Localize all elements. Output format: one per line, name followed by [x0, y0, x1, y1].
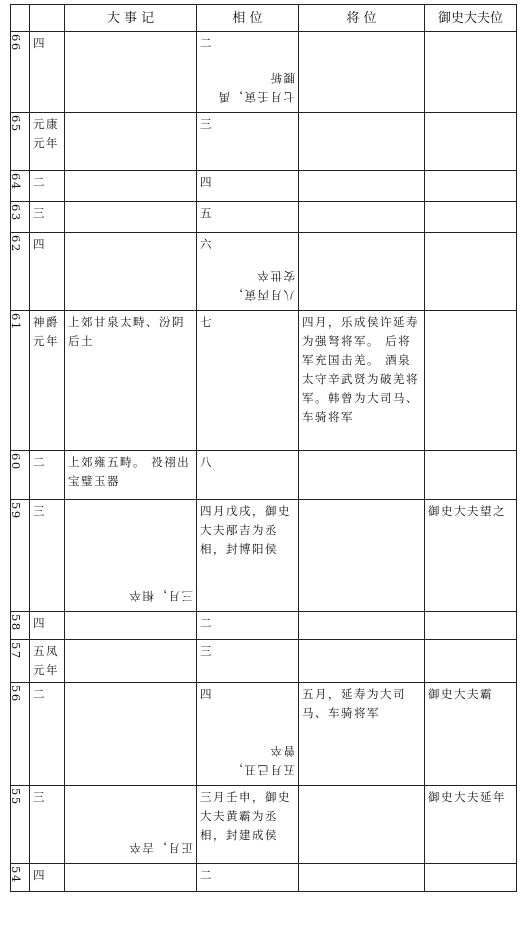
chancellor-cell-text: 六: [200, 237, 213, 251]
header-censor: 御史大夫位: [425, 5, 517, 32]
era-cell: [30, 202, 65, 233]
header-general: 将 位: [299, 5, 425, 32]
censor-cell: [425, 864, 517, 892]
era-cell: [30, 683, 65, 786]
chancellor-cell-text: 七: [200, 315, 213, 329]
bce-year: 57: [9, 642, 23, 660]
chancellor-cell-inverted-note: 七月壬寅，禹 腰斩: [217, 71, 295, 104]
chancellor-cell: [197, 32, 299, 113]
bce-year: 59: [9, 502, 23, 520]
events-cell: [65, 171, 197, 202]
bce-year-cell: [11, 640, 30, 683]
table-row: [11, 113, 517, 171]
events-cell: [65, 683, 197, 786]
era-cell-text: 四: [33, 616, 46, 630]
general-cell: [299, 233, 425, 311]
header-events: 大 事 记: [65, 5, 197, 32]
chancellor-cell: [197, 171, 299, 202]
events-cell-inverted-note: 正月，吉卒: [128, 841, 193, 855]
bce-year-cell: [11, 113, 30, 171]
censor-cell: [425, 202, 517, 233]
events-cell: [65, 786, 197, 864]
table-row: [11, 864, 517, 892]
chancellor-cell: [197, 864, 299, 892]
general-cell: [299, 786, 425, 864]
header-chancellor: 相 位: [197, 5, 299, 32]
bce-year: 62: [9, 235, 23, 253]
censor-cell: [425, 500, 517, 612]
general-cell: [299, 311, 425, 451]
header-bce: [11, 5, 30, 32]
general-cell: [299, 451, 425, 500]
censor-cell-text: 御史大夫霸: [428, 687, 493, 701]
bce-year-cell: [11, 171, 30, 202]
chancellor-cell: [197, 113, 299, 171]
bce-year: 63: [9, 204, 23, 222]
era-cell-text: 四: [33, 868, 46, 882]
general-cell: [299, 113, 425, 171]
bce-year: 56: [9, 685, 23, 703]
chancellor-cell-text: 八: [200, 455, 213, 469]
table-row: [11, 683, 517, 786]
events-cell-text: 上郊雍五畤。 祋祤出宝璧玉器: [68, 455, 191, 488]
era-cell: [30, 864, 65, 892]
era-cell-text: 四: [33, 237, 46, 251]
chancellor-cell-text: 四: [200, 687, 213, 701]
bce-year: 66: [9, 34, 23, 52]
chancellor-cell-text: 三月壬申，御史大夫黄霸为丞相，封建成侯: [200, 790, 291, 842]
era-cell: [30, 311, 65, 451]
general-cell: [299, 500, 425, 612]
events-cell: [65, 612, 197, 640]
general-cell: [299, 202, 425, 233]
bce-year-cell: [11, 311, 30, 451]
table-row: [11, 451, 517, 500]
era-cell-text: 元康 元年: [33, 117, 59, 150]
era-cell: [30, 171, 65, 202]
bce-year-cell: [11, 864, 30, 892]
chronology-table: [10, 4, 517, 892]
general-cell: [299, 640, 425, 683]
table-row: [11, 786, 517, 864]
events-cell: [65, 311, 197, 451]
era-cell: [30, 32, 65, 113]
chancellor-cell-inverted-note: 八月丙寅， 安世卒: [230, 269, 295, 302]
bce-year-cell: [11, 786, 30, 864]
chancellor-cell-text: 二: [200, 36, 213, 50]
general-cell: [299, 864, 425, 892]
general-cell: [299, 32, 425, 113]
chancellor-cell: [197, 311, 299, 451]
era-cell-text: 三: [33, 504, 46, 518]
chancellor-cell-text: 三: [200, 644, 213, 658]
table-row: [11, 612, 517, 640]
chancellor-cell-text: 四: [200, 175, 213, 189]
events-cell: [65, 451, 197, 500]
table-row: [11, 640, 517, 683]
chancellor-cell: [197, 202, 299, 233]
chancellor-cell: [197, 233, 299, 311]
chancellor-cell-text: 三: [200, 117, 213, 131]
chancellor-cell-inverted-note: 五月己丑， 曾卒: [230, 744, 295, 777]
era-cell: [30, 612, 65, 640]
era-cell-text: 五凤 元年: [33, 644, 59, 677]
era-cell-text: 二: [33, 687, 46, 701]
events-cell: [65, 233, 197, 311]
general-cell: [299, 171, 425, 202]
table-row: [11, 171, 517, 202]
era-cell: [30, 500, 65, 612]
censor-cell: [425, 32, 517, 113]
events-cell-inverted-note: 三月，相卒: [128, 589, 193, 603]
bce-year-cell: [11, 32, 30, 113]
censor-cell-text: 御史大夫望之: [428, 504, 506, 518]
censor-cell-text: 御史大夫延年: [428, 790, 506, 804]
events-cell: [65, 113, 197, 171]
events-cell: [65, 640, 197, 683]
general-cell: [299, 683, 425, 786]
chancellor-cell: [197, 500, 299, 612]
events-cell: [65, 500, 197, 612]
era-cell: [30, 451, 65, 500]
general-cell-text: 四月，乐成侯许延寿为强弩将军。 后将军充国击羌。 酒泉太守辛武贤为破羌将军。韩曾为大司马、车骑将军: [302, 315, 419, 424]
events-cell: [65, 202, 197, 233]
table-row: [11, 311, 517, 451]
general-cell: [299, 612, 425, 640]
era-cell-text: 四: [33, 36, 46, 50]
events-cell: [65, 32, 197, 113]
era-cell: [30, 640, 65, 683]
bce-year-cell: [11, 683, 30, 786]
chancellor-cell: [197, 640, 299, 683]
bce-year-cell: [11, 612, 30, 640]
censor-cell: [425, 113, 517, 171]
bce-year: 61: [9, 313, 23, 331]
chancellor-cell-text: 二: [200, 868, 213, 882]
era-cell-text: 三: [33, 790, 46, 804]
bce-year-cell: [11, 500, 30, 612]
bce-year: 54: [9, 866, 23, 884]
bce-year: 64: [9, 173, 23, 191]
events-cell-text: 上郊甘泉太畤、汾阴后土: [68, 315, 185, 348]
chancellor-cell: [197, 786, 299, 864]
censor-cell: [425, 640, 517, 683]
era-cell-text: 二: [33, 455, 46, 469]
chancellor-cell: [197, 451, 299, 500]
censor-cell: [425, 171, 517, 202]
bce-year-cell: [11, 202, 30, 233]
censor-cell: [425, 683, 517, 786]
table-row: [11, 233, 517, 311]
era-cell: [30, 233, 65, 311]
era-cell: [30, 113, 65, 171]
table-row: [11, 32, 517, 113]
censor-cell: [425, 786, 517, 864]
chancellor-cell: [197, 612, 299, 640]
era-cell-text: 神爵 元年: [33, 315, 59, 348]
header-era: [30, 5, 65, 32]
chancellor-cell: [197, 683, 299, 786]
censor-cell: [425, 233, 517, 311]
chancellor-cell-text: 二: [200, 616, 213, 630]
bce-year: 55: [9, 788, 23, 806]
censor-cell: [425, 311, 517, 451]
bce-year-cell: [11, 233, 30, 311]
table-row: [11, 500, 517, 612]
table-row: [11, 202, 517, 233]
events-cell: [65, 864, 197, 892]
general-cell-text: 五月，延寿为大司马、车骑将军: [302, 687, 406, 720]
era-cell-text: 二: [33, 175, 46, 189]
bce-year: 60: [9, 453, 23, 471]
bce-year-cell: [11, 451, 30, 500]
censor-cell: [425, 612, 517, 640]
chancellor-cell-text: 五: [200, 206, 213, 220]
bce-year: 65: [9, 115, 23, 133]
chancellor-cell-text: 四月戊戌，御史大夫邴吉为丞相，封博阳侯: [200, 504, 291, 556]
censor-cell: [425, 451, 517, 500]
header-row: [11, 5, 517, 32]
bce-year: 58: [9, 614, 23, 632]
era-cell: [30, 786, 65, 864]
era-cell-text: 三: [33, 206, 46, 220]
